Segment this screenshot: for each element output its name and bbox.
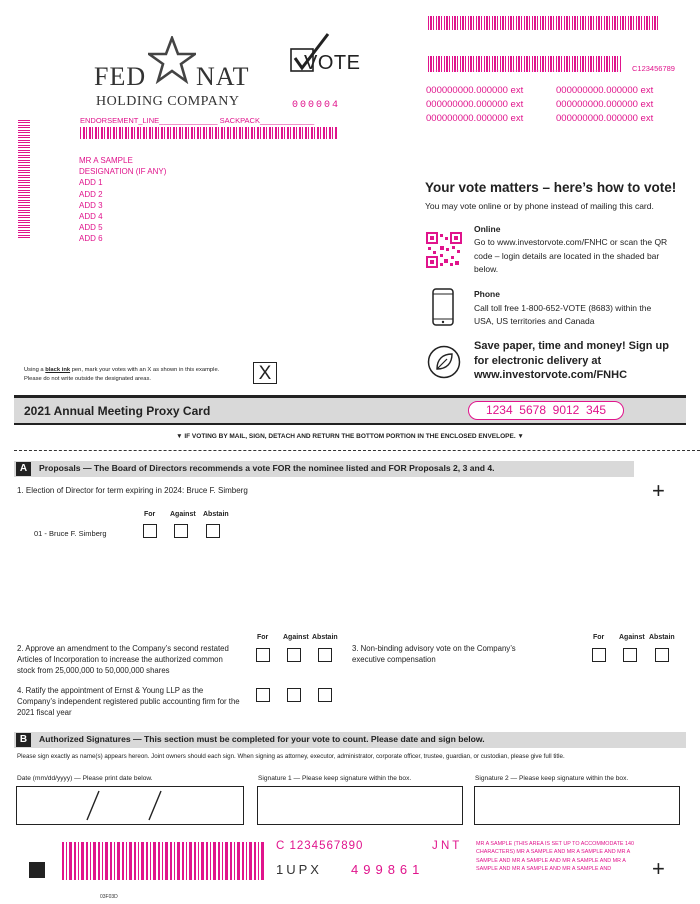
proposal-4: 4. Ratify the appointment of Ernst & Young LLP as the Company’s independent registered public accounting firm for the 2021 fiscal year xyxy=(17,686,240,717)
section-a-header xyxy=(14,461,634,477)
vertical-barcode xyxy=(18,120,30,238)
ext-line: 000000000.000000 ext xyxy=(556,113,654,124)
example-mark-box xyxy=(253,362,277,384)
footer-jnt: J N T xyxy=(432,840,460,852)
postal-barcode-top xyxy=(428,16,658,30)
address-line: ADD 6 xyxy=(79,234,103,244)
vote-mark xyxy=(290,32,360,76)
address-line: ADD 3 xyxy=(79,200,103,210)
plus-mark: + xyxy=(652,478,665,503)
nominee-01: 01 - Bruce F. Simberg xyxy=(34,529,107,538)
signature-instructions: Please sign exactly as name(s) appears hereon. Joint owners should each sign. When signing as attorney, executor, administrator, corporate officer, trustee, guardian, or custodian, please give full title. xyxy=(17,753,565,760)
vote-against-checkbox-nominee[interactable] xyxy=(174,524,188,538)
sig1-label: Signature 1 — Please keep signature within the box. xyxy=(258,775,412,782)
address-line: ADD 1 xyxy=(79,178,103,188)
section-b-header xyxy=(14,732,686,748)
signature-2-box[interactable] xyxy=(474,786,680,825)
footer-number: 499861 xyxy=(351,862,425,877)
endorsement-barcode xyxy=(80,127,338,139)
leaf-icon xyxy=(427,345,461,379)
phone-text: Call toll free 1-800-652-VOTE (8683) within the USA, US territories and Canada xyxy=(474,303,652,326)
col-abstain: Abstain xyxy=(649,634,675,641)
ink-post: pen, mark your votes with an X as shown in this example. xyxy=(70,367,220,373)
vote-for-checkbox-p2[interactable] xyxy=(256,648,270,662)
online-text: Go to www.investorvote.com/FNHC or scan the QR code – login details are located in the shaded bar below. xyxy=(474,237,668,274)
proposal-3: 3. Non-binding advisory vote on the Company’s executive compensation xyxy=(352,644,516,664)
ink-instruction-line1 xyxy=(24,366,219,375)
detach-note: ▼ IF VOTING BY MAIL, SIGN, DETACH AND RETURN THE BOTTOM PORTION IN THE ENCLOSED ENVELOPE. ▼ xyxy=(176,433,524,440)
address-line: DESIGNATION (IF ANY) xyxy=(79,167,167,177)
address-line: ADD 5 xyxy=(79,223,103,233)
ink-pre: Using a xyxy=(24,367,46,373)
logo-subtitle: HOLDING COMPANY xyxy=(96,94,240,109)
proposal-2: 2. Approve an amendment to the Company’s second restated Articles of Incorporation to increase the authorized common stock from 25,000,000 to 50,000,000 shares xyxy=(17,644,229,675)
vote-abstain-checkbox-p4[interactable] xyxy=(318,688,332,702)
vote-abstain-checkbox-nominee[interactable] xyxy=(206,524,220,538)
ext-line: 000000000.000000 ext xyxy=(426,99,524,110)
ink-instruction-line2: Please do not write outside the designated areas. xyxy=(24,376,151,382)
proposal-1: 1. Election of Director for term expiring in 2024: Bruce F. Simberg xyxy=(17,486,248,495)
form-code: 03F03D xyxy=(100,894,118,900)
sig2-label: Signature 2 — Please keep signature within the box. xyxy=(475,775,629,782)
control-number: 1234 5678 9012 345 xyxy=(468,401,624,420)
card-title: 2021 Annual Meeting Proxy Card xyxy=(24,404,211,418)
vote-for-checkbox-nominee[interactable] xyxy=(143,524,157,538)
vote-against-checkbox-p4[interactable] xyxy=(287,688,301,702)
ext-line: 000000000.000000 ext xyxy=(426,113,524,124)
online-title: Online xyxy=(474,224,501,234)
col-abstain: Abstain xyxy=(203,511,229,518)
vote-for-checkbox-p3[interactable] xyxy=(592,648,606,662)
section-b-title: Authorized Signatures — This section must be completed for your vote to count. Please date and sign below. xyxy=(39,734,485,744)
footer-plus-mark: + xyxy=(652,856,665,881)
date-label: Date (mm/dd/yyyy) — Please print date below. xyxy=(17,775,153,782)
date-slashes xyxy=(17,787,243,824)
endorsement-line: ENDORSEMENT_LINE______________ SACKPACK_____________ xyxy=(80,116,315,125)
col-against: Against xyxy=(170,511,196,518)
footer-upx: 1UPX xyxy=(276,862,322,877)
card-title-bar xyxy=(14,395,686,425)
date-input-box[interactable] xyxy=(16,786,244,825)
col-for: For xyxy=(144,511,156,518)
detach-line xyxy=(14,450,700,451)
alignment-square xyxy=(29,862,45,878)
star-icon xyxy=(148,36,196,84)
vote-against-checkbox-p2[interactable] xyxy=(287,648,301,662)
vote-abstain-checkbox-p3[interactable] xyxy=(655,648,669,662)
vote-against-checkbox-p3[interactable] xyxy=(623,648,637,662)
vote-subheadline: You may vote online or by phone instead of mailing this card. xyxy=(425,201,654,211)
signature-1-box[interactable] xyxy=(257,786,463,825)
footer-barcode xyxy=(62,842,266,880)
col-against: Against xyxy=(283,634,309,641)
company-logo xyxy=(94,36,254,112)
section-a-title: Proposals — The Board of Directors recommends a vote FOR the nominee listed and FOR Proposals 2, 3 and 4. xyxy=(39,463,495,473)
ink-black: black ink xyxy=(45,367,71,373)
footer-control: C 1234567890 xyxy=(276,840,364,852)
code-000004: 000004 xyxy=(292,100,341,111)
paper-text: Save paper, time and money! Sign up for electronic delivery at www.investorvote.com/FNHC xyxy=(474,340,669,381)
logo-nat: NAT xyxy=(196,62,250,91)
ext-line: 000000000.000000 ext xyxy=(426,85,524,96)
ink-instruction xyxy=(24,366,219,384)
footer-sample-text: MR A SAMPLE (THIS AREA IS SET UP TO ACCOMMODATE 140 CHARACTERS) MR A SAMPLE AND MR A SAMPLE AND MR A SAMPLE AND MR A SAMPLE AND MR A SAMPLE AND MR A SAMPLE AND MR A SAMPLE AND MR A SAMPLE AND xyxy=(476,841,634,873)
address-line: ADD 4 xyxy=(79,212,103,222)
logo-fed: FED xyxy=(94,62,147,91)
phone-title: Phone xyxy=(474,289,500,299)
col-for: For xyxy=(257,634,269,641)
vote-abstain-checkbox-p2[interactable] xyxy=(318,648,332,662)
mailing-address xyxy=(79,155,166,245)
col-abstain: Abstain xyxy=(312,634,338,641)
qr-code-icon xyxy=(426,232,462,268)
address-line: MR A SAMPLE xyxy=(79,156,133,165)
postal-barcode-second xyxy=(428,56,622,72)
col-against: Against xyxy=(619,634,645,641)
vote-headline: Your vote matters – here’s how to vote! xyxy=(425,180,677,195)
vote-text: VOTE xyxy=(304,52,361,74)
example-x: X xyxy=(258,363,272,384)
col-for: For xyxy=(593,634,605,641)
vote-for-checkbox-p4[interactable] xyxy=(256,688,270,702)
section-a-tag: A xyxy=(16,462,31,476)
ext-line: 000000000.000000 ext xyxy=(556,85,654,96)
ext-line: 000000000.000000 ext xyxy=(556,99,654,110)
phone-icon xyxy=(432,288,454,326)
control-id: C123456789 xyxy=(632,64,675,73)
address-line: ADD 2 xyxy=(79,189,103,199)
section-b-tag: B xyxy=(16,733,31,747)
